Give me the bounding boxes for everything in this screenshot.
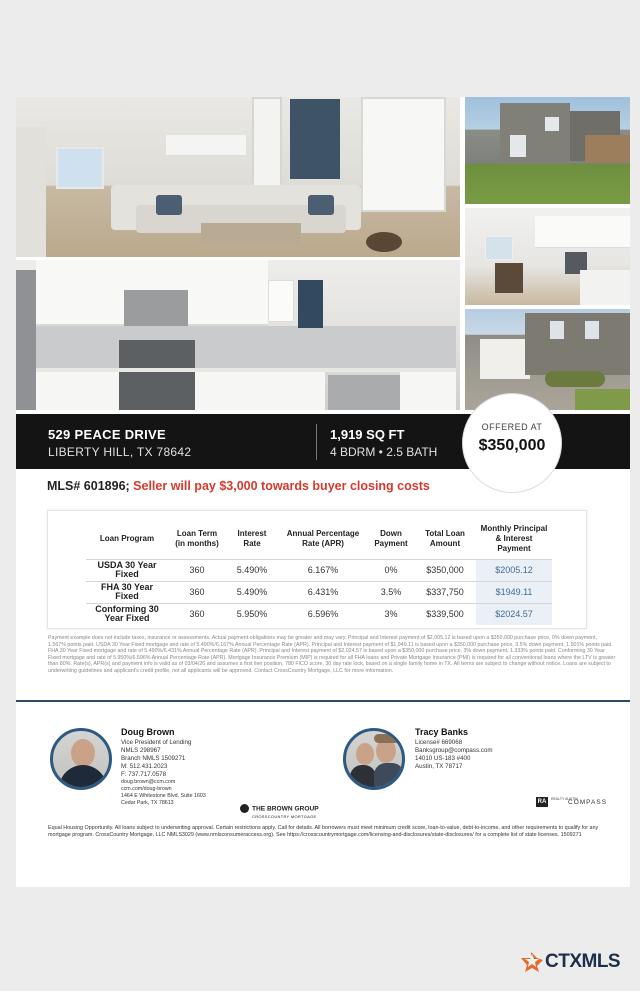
realtor-name: Tracy Banks (415, 727, 469, 737)
realty-austin-logo: RA (537, 799, 547, 805)
loan-term: 360 (168, 581, 226, 603)
loan-officer-contact (121, 779, 206, 807)
officer-email[interactable]: doug.brown@ccm.com (121, 779, 176, 785)
payment-disclaimer: Payment example does not include taxes, insurance or assessments. Actual payment obligations may be greater and may vary. Principal and Interest payment of $2,005.12 is based upon a $350,000 purchase price, 0% down payment, 1.567% points paid. USDA 30 Year Fixed mortgage and rate of 5.490%/6.167% Annual Percentage Rate (APR). Principal and Interest payment of $1,949.11 is based upon a $350,000 purchase price, 3.5% down payment, 1.501% points paid. FHA 30 Year Fixed mortgage and rate of 5.490%/6.431% Annual Percentage Rate (APR). Principal and Interest payment of $2,024.57 is based upon a $350,000 purchase price, 3% down payment, 1.333% points paid. Conforming 30 Year Fixed mortgage and rate of 5.950%/6.596% Annual Percentage Rate (APR). Mortgage Insurance Premium (MIP) is required for all FHA loans and Private Mortgage Insurance (PMI) is required for all conventional loans where the LTV is greater than 80%. Rate(s), APR(s) and payment info is valid as of 03/04/26 and assumes a first lien position, 780 FICO score, 30 day rate lock, based on a single family home in TX. All terms are subject to change without notice. Loans are subject to underwriting guidelines and applicant's credit profile, not all applicants will be approved. Contact CrossCountry Mortgage, LLC for more information. (48, 635, 616, 674)
realtor-address: 14010 US-183 #400 (415, 755, 471, 762)
address-city: LIBERTY HILL, TX 78642 (48, 445, 192, 459)
address-street: 529 PEACE DRIVE (48, 427, 166, 442)
texas-star-icon (519, 950, 545, 974)
table-row (86, 603, 552, 625)
officer-website[interactable]: ccm.com/doug-brown (121, 786, 172, 792)
section-divider (16, 700, 630, 702)
interest-rate: 5.490% (226, 559, 278, 581)
officer-address: 1464 E Whitestone Blvd. Suite 1603 (121, 793, 206, 799)
loan-officer-name: Doug Brown (121, 727, 175, 737)
loan-program: Conforming 30 Year Fixed (86, 603, 168, 625)
loan-term: 360 (168, 559, 226, 581)
loan-table-card (47, 510, 587, 629)
realtor-license: License# 669068 (415, 739, 463, 746)
loan-program: USDA 30 Year Fixed (86, 559, 168, 581)
seller-closing-note: Seller will pay $3,000 towards buyer closing costs (133, 479, 430, 493)
col-header: Interest Rate (237, 528, 267, 548)
down-payment: 0% (368, 559, 414, 581)
realtor-avatar (343, 728, 405, 790)
beds-baths: 4 BDRM • 2.5 BATH (330, 445, 438, 459)
officer-title: Vice President of Lending (121, 739, 192, 746)
col-header: Loan Term (in months) (175, 528, 219, 548)
monthly-payment: $1949.11 (476, 581, 552, 603)
table-row (86, 581, 552, 603)
loan-program: FHA 30 Year Fixed (86, 581, 168, 603)
realtor-city: Austin, TX 78717 (415, 763, 463, 770)
col-header: Annual Percentage Rate (APR) (286, 528, 360, 548)
equal-housing-disclaimer: Equal Housing Opportunity. All loans subject to underwriting approval. Certain restrictions apply. Call for details. All borrowers must meet minimum credit score, loan-to-value, debt-to-income, and other requirements to qualify for any mortgage program. CrossCountry Mortgage, LLC NMLS3029 (www.nmlsconsumeraccess.org). See https://crosscountrymortgage.com/licensing-and-disclosures/state-disclosures/ for a complete list of state licenses. 1509271 (48, 825, 599, 838)
interest-rate: 5.950% (226, 603, 278, 625)
loan-table (86, 519, 552, 625)
apr: 6.167% (278, 559, 368, 581)
realtor-email[interactable]: Banksgroup@compass.com (415, 747, 493, 754)
loan-amount: $339,500 (414, 603, 476, 625)
price-badge (462, 393, 562, 493)
loan-amount: $350,000 (414, 559, 476, 581)
kitchen-photo-2 (465, 208, 630, 305)
loan-amount: $337,750 (414, 581, 476, 603)
monthly-payment: $2005.12 (476, 559, 552, 581)
brown-group-logo (240, 804, 319, 820)
apr: 6.596% (278, 603, 368, 625)
realtor-details (415, 739, 492, 771)
officer-nmls: NMLS 298967 (121, 747, 161, 754)
mls-line (47, 479, 430, 493)
loan-officer-details (121, 739, 191, 779)
compass-logo: COMPASS (568, 799, 608, 806)
loan-term: 360 (168, 603, 226, 625)
col-header: Loan Program (99, 533, 155, 543)
flyer-sheet (16, 97, 630, 887)
brown-group-icon (240, 804, 249, 813)
brand-sub: CROSSCOUNTRY MORTGAGE (252, 814, 317, 819)
ctxmls-text: CTXMLS (545, 951, 621, 972)
mls-number: MLS# 601896; (47, 479, 130, 493)
officer-fax: F: 737.717.0578 (121, 771, 167, 778)
loan-officer-avatar (50, 728, 112, 790)
officer-mobile: M: 512.431.2023 (121, 763, 168, 770)
brand-group-name: THE BROWN GROUP (252, 805, 319, 813)
down-payment: 3% (368, 603, 414, 625)
offered-at-label: OFFERED AT (481, 422, 543, 432)
monthly-payment: $2024.57 (476, 603, 552, 625)
banner-divider (316, 424, 317, 460)
interest-rate: 5.490% (226, 581, 278, 603)
col-header: Total Loan Amount (425, 528, 465, 548)
officer-city: Cedar Park, TX 78613 (121, 800, 174, 806)
exterior-photo-back (465, 97, 630, 204)
down-payment: 3.5% (368, 581, 414, 603)
living-room-photo (16, 97, 460, 257)
exterior-photo-front (465, 309, 630, 410)
square-footage: 1,919 SQ FT (330, 427, 405, 442)
realty-austin-label: REALTY AUSTIN (551, 797, 578, 801)
apr: 6.431% (278, 581, 368, 603)
branch-nmls: Branch NMLS 1509271 (121, 755, 186, 762)
table-row (86, 559, 552, 581)
col-header: Monthly Principal & Interest Payment (480, 523, 548, 553)
ctxmls-logo (519, 950, 621, 974)
listing-price: $350,000 (478, 437, 546, 454)
kitchen-photo (16, 260, 460, 410)
col-header: Down Payment (374, 528, 408, 548)
